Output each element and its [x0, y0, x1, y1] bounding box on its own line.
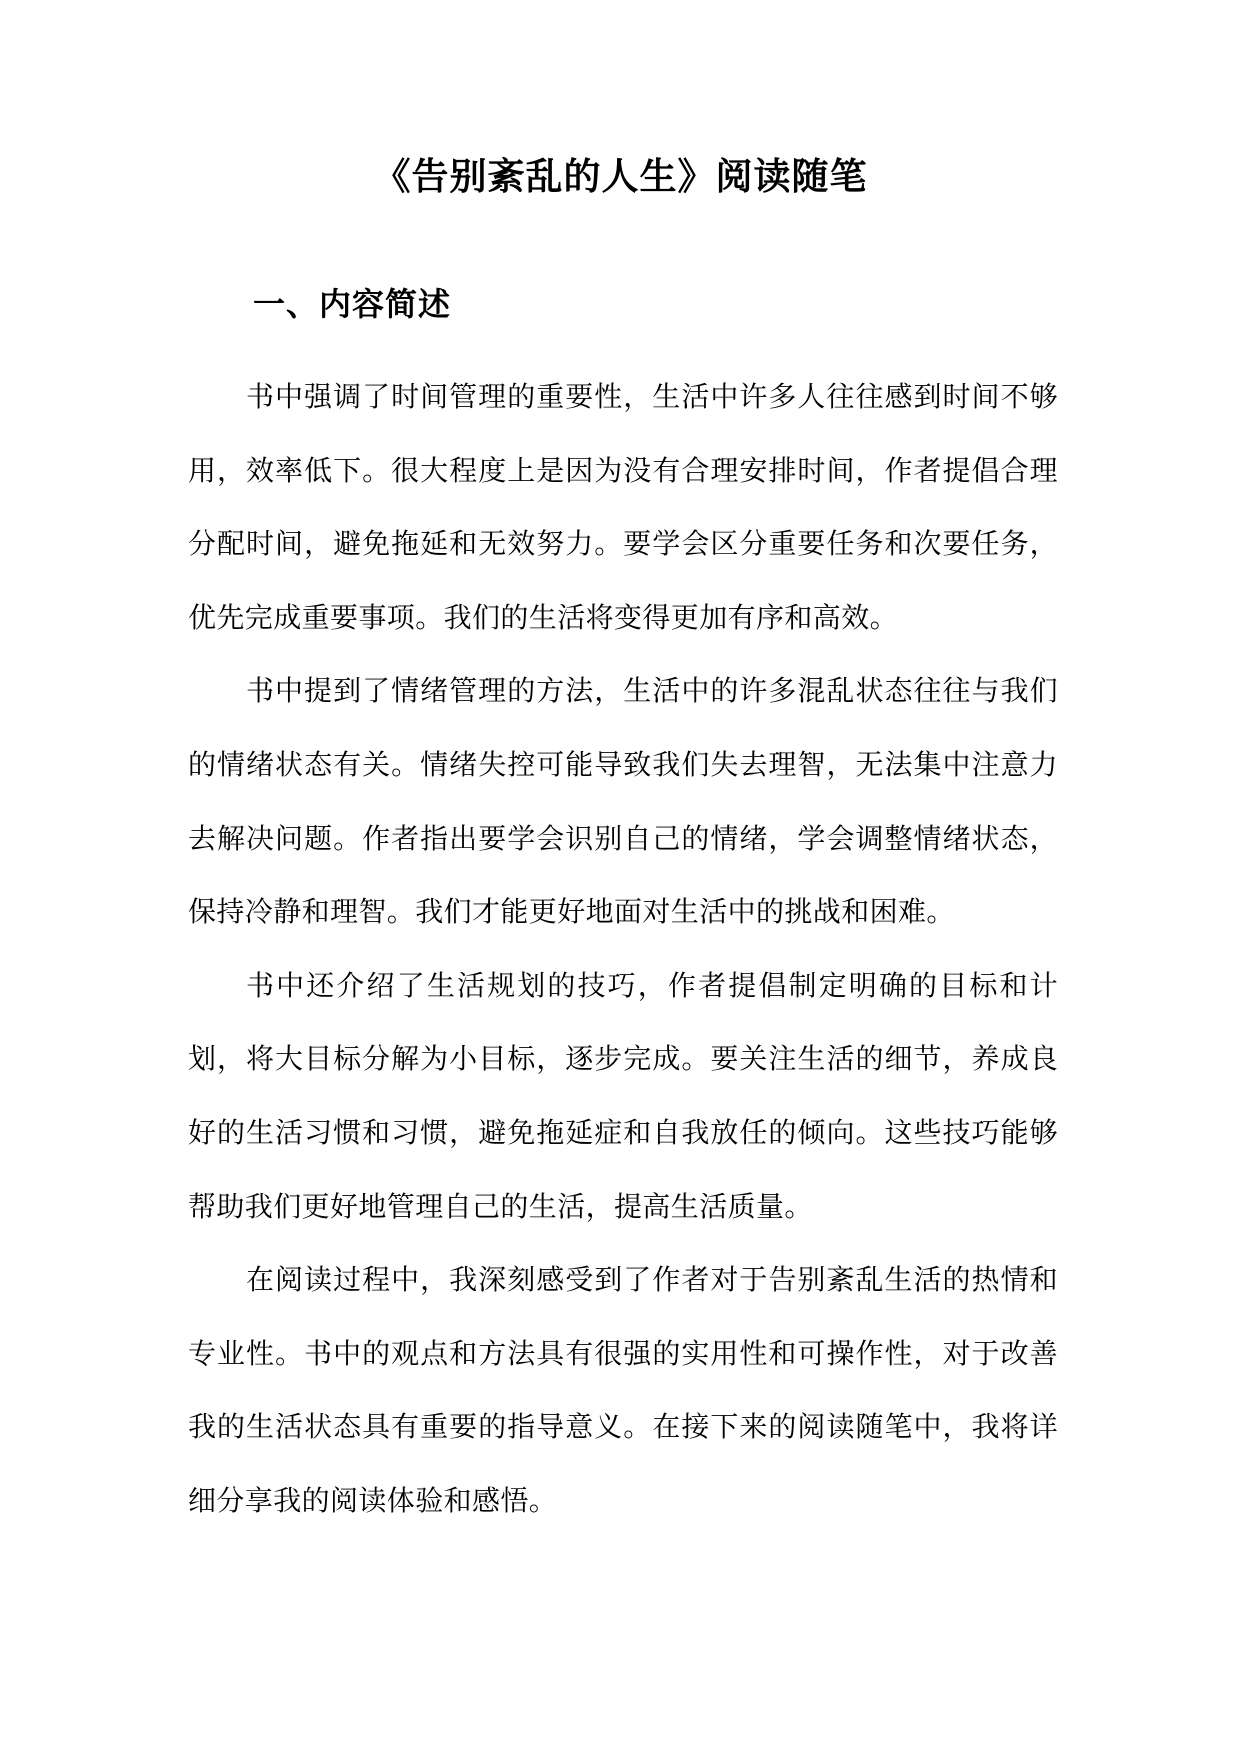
paragraph-time-management: 书中强调了时间管理的重要性，生活中许多人往往感到时间不够用，效率低下。很大程度上是因为没有合理安排时间，作者提倡合理分配时间，避免拖延和无效努力。要学会区分重要任务和次要任务，优先完成重要事项。我们的生活将变得更加有序和高效。 [188, 380, 1058, 634]
paragraph-reading-reflection: 在阅读过程中，我深刻感受到了作者对于告别紊乱生活的热情和专业性。书中的观点和方法具有很强的实用性和可操作性，对于改善我的生活状态具有重要的指导意义。在接下来的阅读随笔中，我将详细分享我的阅读体验和感悟。 [188, 1263, 1058, 1517]
section-heading: 一、内容简述 [253, 285, 452, 323]
document-title: 《告别紊乱的人生》阅读随笔 [373, 154, 868, 198]
body-text [188, 360, 1058, 1538]
paragraph-emotion-management: 书中提到了情绪管理的方法，生活中的许多混乱状态往往与我们的情绪状态有关。情绪失控可能导致我们失去理智，无法集中注意力去解决问题。作者指出要学会识别自己的情绪，学会调整情绪状态，保持冷静和理智。我们才能更好地面对生活中的挑战和困难。 [188, 674, 1058, 929]
paragraph-life-planning: 书中还介绍了生活规划的技巧，作者提倡制定明确的目标和计划，将大目标分解为小目标，逐步完成。要关注生活的细节，养成良好的生活习惯和习惯，避免拖延症和自我放任的倾向。这些技巧能够帮助我们更好地管理自己的生活，提高生活质量。 [188, 968, 1058, 1223]
